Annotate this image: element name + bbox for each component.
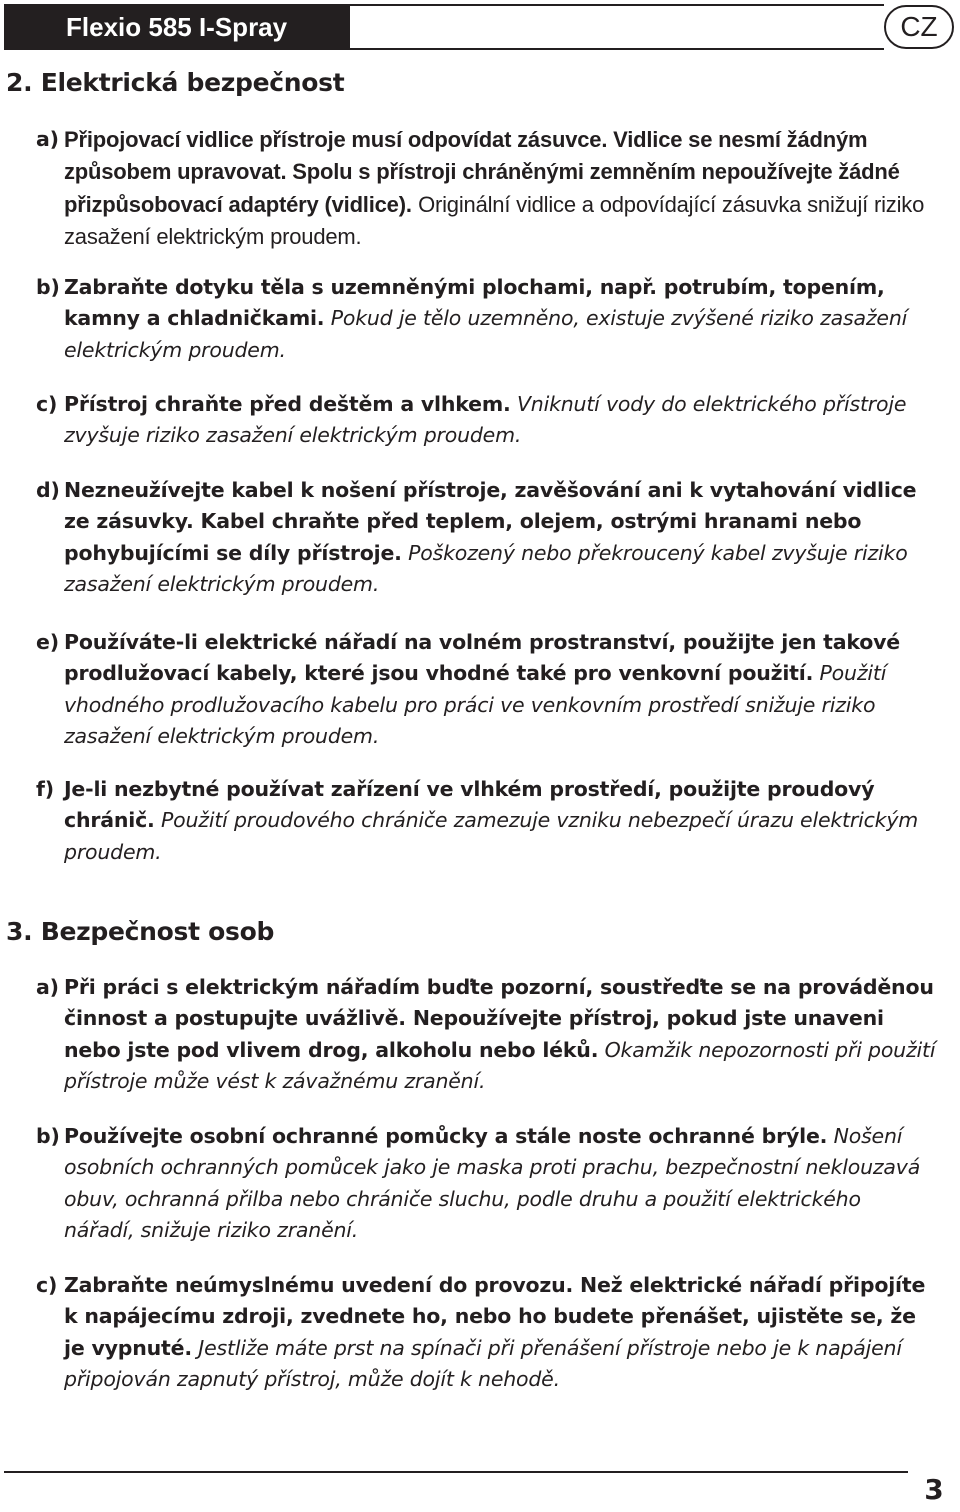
list-item-2e xyxy=(36,627,936,748)
list-item-2d xyxy=(36,475,936,596)
product-title-bar xyxy=(4,4,350,50)
item-label: b) xyxy=(36,275,60,299)
list-item-2a xyxy=(36,124,936,249)
item-label: e) xyxy=(36,630,59,654)
header-rule xyxy=(350,4,884,50)
language-badge: CZ xyxy=(884,5,954,49)
item-text: Nošení osobních ochranných pomůcek jako je maska proti prachu, bezpečnostní neklouzavá obuv, ochranná přilba nebo chrániče sluchu, podle druhu a použití elektrického nářadí, snižuje riziko zranění. xyxy=(64,1124,921,1242)
item-label: a) xyxy=(36,975,59,999)
item-label: c) xyxy=(36,392,58,416)
item-text: Poškozený nebo překroucený kabel zvyšuje riziko zasažení elektrickým proudem. xyxy=(64,540,908,596)
item-text: Originální vidlice a odpovídající zásuvka snižují riziko zasažení elektrickým proudem. xyxy=(64,191,925,249)
product-title: Flexio 585 I-Spray xyxy=(66,12,288,42)
list-item-3c xyxy=(36,1270,936,1391)
page-number: 3 xyxy=(908,1468,960,1505)
list-item-3a xyxy=(36,972,936,1093)
item-text: Vniknutí vody do elektrického přístroje zvyšuje riziko zasažení elektrickým proudem. xyxy=(64,392,907,448)
item-label: a) xyxy=(36,127,59,151)
item-text: Jestliže máte prst na spínači při přenášení přístroje nebo je k napájení připojován zapnutý přístroj, může dojít k nehodě. xyxy=(64,1335,902,1391)
item-bold-text: Zabraňte neúmyslnému uvedení do provozu. Než elektrické nářadí připojíte k napájecímu zdroji, zvednete ho, nebo ho budete přenášet, ujistěte se, že je vypnuté. xyxy=(64,1273,926,1360)
item-label: c) xyxy=(36,1273,58,1297)
list-item-2b xyxy=(36,272,936,362)
list-item-3b xyxy=(36,1121,936,1242)
item-bold-text: Přístroj chraňte před deštěm a vlhkem. xyxy=(64,392,511,416)
item-text: Pokud je tělo uzemněno, existuje zvýšené riziko zasažení elektrickým proudem. xyxy=(64,306,908,362)
item-text: Okamžik nepozornosti při použití přístroje může vést k závažnému zranění. xyxy=(64,1037,936,1093)
section-title-electrical-safety: 2. Elektrická bezpečnost xyxy=(6,68,345,97)
item-bold-text: Při práci s elektrickým nářadím buďte pozorní, soustřeďte se na prováděnou činnost a postupujte uvážlivě. Nepoužívejte přístroj, pokud jste unaveni nebo jste pod vlivem drog, alkoholu nebo léků. xyxy=(64,975,934,1062)
item-bold-text: Je-li nezbytné používat zařízení ve vlhkém prostředí, použijte proudový chránič. xyxy=(64,777,875,833)
list-item-2c xyxy=(36,389,936,448)
list-item-2f xyxy=(36,774,936,864)
item-bold-text: Používáte-li elektrické nářadí na volném prostranství, použijte jen takové prodlužovací kabely, které jsou vhodné také pro venkovní použití. xyxy=(64,630,901,686)
item-bold-text: Nezneužívejte kabel k nošení přístroje, zavěšování ani k vytahování vidlice ze zásuvky. Kabel chraňte před teplem, olejem, ostrými hranami nebo pohybujícími se díly přístroje. xyxy=(64,478,917,565)
item-label: b) xyxy=(36,1124,60,1148)
item-bold-text: Zabraňte dotyku těla s uzemněnými plochami, např. potrubím, topením, kamny a chladničkami. xyxy=(64,275,885,331)
section-title-personal-safety: 3. Bezpečnost osob xyxy=(6,917,275,946)
item-bold-text: Připojovací vidlice přístroje musí odpovídat zásuvce. Vidlice se nesmí žádným způsobem upravovat. Spolu s přístroji chráněnými zemněním nepoužívejte žádné přizpůsobovací adaptéry (vidlice). xyxy=(64,127,900,217)
item-label: f) xyxy=(36,777,54,801)
item-bold-text: Používejte osobní ochranné pomůcky a stále noste ochranné brýle. xyxy=(64,1124,828,1148)
item-label: d) xyxy=(36,478,60,502)
item-text: Použití vhodného prodlužovacího kabelu pro práci ve venkovním prostředí snižuje riziko zasažení elektrickým proudem. xyxy=(64,661,887,748)
footer-rule xyxy=(4,1471,908,1505)
item-text: Použití proudového chrániče zamezuje vzniku nebezpečí úrazu elektrickým proudem. xyxy=(64,808,919,864)
